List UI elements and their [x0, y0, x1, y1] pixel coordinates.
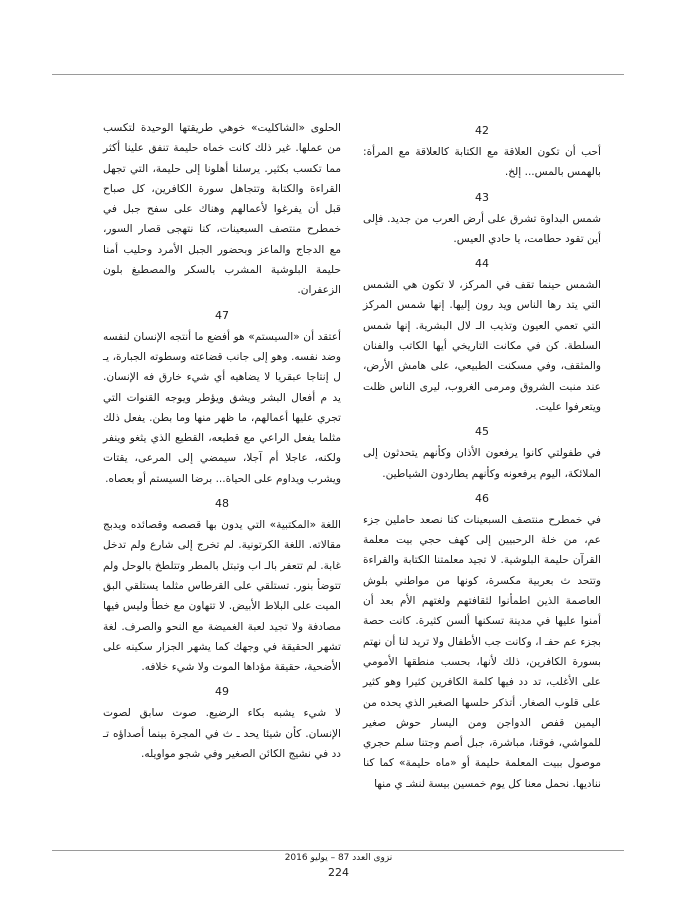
header-rule: [52, 74, 624, 75]
section-text: في خمطرح منتصف السبعينات كنا نصعد حاملين جزء عم، من خلة الرحبيين إلى كهف حجي بيت معلمة القرآن حليمة البلوشية. لا تجيد معلمتنا الكتابة والقراءة وتتحد ث بعربية مكسرة، كونها من مواطني بلوش العاصمة الذين اطمأنوا لثقافتهم ولغتهم الأم بعد أن أمنوا عليها في مدينة تسكنها ألسن كثيرة. كانت حصة بجزء عم حفـ ا، وكانت جب الأطفال ولا تريد لنا أن نهتم بسورة الكافرين، ذلك لأنها، بحسب منطقها الأمومي على الأغلب، تد دد فيها كلمة الكافرين كثيرا وهو كثير على قلوب الصغار. أتذكر حلسها الصغير الذي يحده من اليمين قفص الدواجن ومن اليسار حوش صغير للمواشي، فوقنا، مباشرة، جبل أصم وجتنا سلم حجري موصول ببيت المعلمة حليمة أو «ماه حليمة» كما كنا نناديها. نحمل معنا كل يوم خمسين بيسة لنشـ ي منها: [363, 513, 601, 790]
section-number: 45: [475, 425, 489, 439]
section-text: لا شيء يشبه بكاء الرضيع. صوت سابق لصوت الإنسان. كأن شيئا يحد ـ ث في المجرة بينما أصداؤه تـ دد في نشيج الكائن الصغير وفي شجو مواويله.: [103, 707, 341, 761]
footer-rule: [52, 850, 624, 851]
page-number: 224: [328, 866, 349, 879]
section-number: 49: [215, 685, 229, 699]
section-text: اللغة «المكتبية» التي يدون بها قصصه وقصائده ويدبج مقالاته. اللغة الكرتونية. لم تخرج إلى شارع ولم تدخل غابة. لم تتعفر بالـ اب وتبتل بالمطر وتتلطخ بالوحل ولم تتوضأ بنور. تستلقي على القرطاس مثلما يستلقي البق الميت على البلاط الأبيض. لا تتهاون مع خطأ وليس فيها مصادفة ولا تجيد لعبة الغميضة مع النحو والصرف. لغة تشهر الحقيقة في وجهك كما يشهر الجزار سكينه على الأضحية، حقيقة مؤداها الموت ولا شيء خلافه.: [103, 519, 341, 674]
section-text: في طفولتي كانوا يرفعون الأذان وكأنهم يتحدثون إلى الملائكة، اليوم يرفعونه وكأنهم يطاردون الشياطين.: [363, 447, 601, 480]
section-number: 47: [215, 308, 229, 322]
section-text: أعتقد أن «السيستم» هو أفضع ما أنتجه الإنسان لنفسه وضد نفسه. وهو إلى جانب قضاعته وسطوته الجبارة، يـ ل إنتاجا عبقريا لا يضاهيه أي شيء خارق فه الإنسان. يد م أفعال البشر ويشق ويؤطر ويوجه القنوات التي تجري عليها أعمالهم، ما ظهر منها وما بطن. يفعل ذلك مثلما يفعل الراعي مع قطيعه، القطيع الذي يثغو وينفر ولكنه، عاجلا أم آجلا، سيمضي إلى المرعى، يقتات ويشرب ويداوم على الحياة... برضا السيستم أو بعصاه.: [103, 330, 341, 485]
section-text: الحلوى «الشاكليت» خوهي طريقتها الوحيدة لتكسب من عملها. غير ذلك كانت خماه حليمة تنفق علينا أكثر مما تكسب بكثير. يرسلنا أهلونا إلى حليمة، التي تجهل القراءة والكتابة وتتجاهل سورة الكافرين، كل صباح قبل أن يفرغوا لأعمالهم وهناك على سفح جبل في خمطرح منتصف السبعينات، كنا نتهجى قصار السور، مع الدجاج والماعز وبحضور الجبل الأمرد وحليب أمنا حليمة البلوشية المشرب بالسكر والمصطبغ بلون الزعفران.: [103, 122, 341, 297]
section-number: 46: [475, 491, 489, 505]
section-text: شمس البداوة تشرق على أرض العرب من جديد. فإلى أين تقود حطامت، يا حادي العيس.: [363, 212, 601, 245]
section-number: 42: [475, 124, 489, 137]
section-text: أحب أن تكون العلاقة مع الكتابة كالعلاقة مع المرأة: بالهمس بالمس... إلخ.: [363, 146, 601, 179]
section-number: 44: [475, 257, 489, 271]
section-number: 48: [215, 497, 229, 511]
section-number: 43: [475, 190, 489, 204]
issue-info: نزوى العدد 87 – يوليو 2016: [284, 853, 393, 863]
left-column: [103, 118, 341, 770]
section-text: الشمس حينما تقف في المركز، لا تكون هي الشمس التي يتد رها الناس ويد رون إليها. إنها شمس المركز التي تعمي العيون وتذيب الـ لال البشرية. إنها شمس السلطة. كن في مكانت التاريخي أيها الكاتب والفنان والمثقف، وفي مسكنت الطبيعي، على هامش الأرض، عند منبت الشروق ومرمى الغروب، ليرى الناس ظلت ويتعرفوا عليت.: [363, 279, 601, 413]
right-column: [363, 118, 601, 800]
